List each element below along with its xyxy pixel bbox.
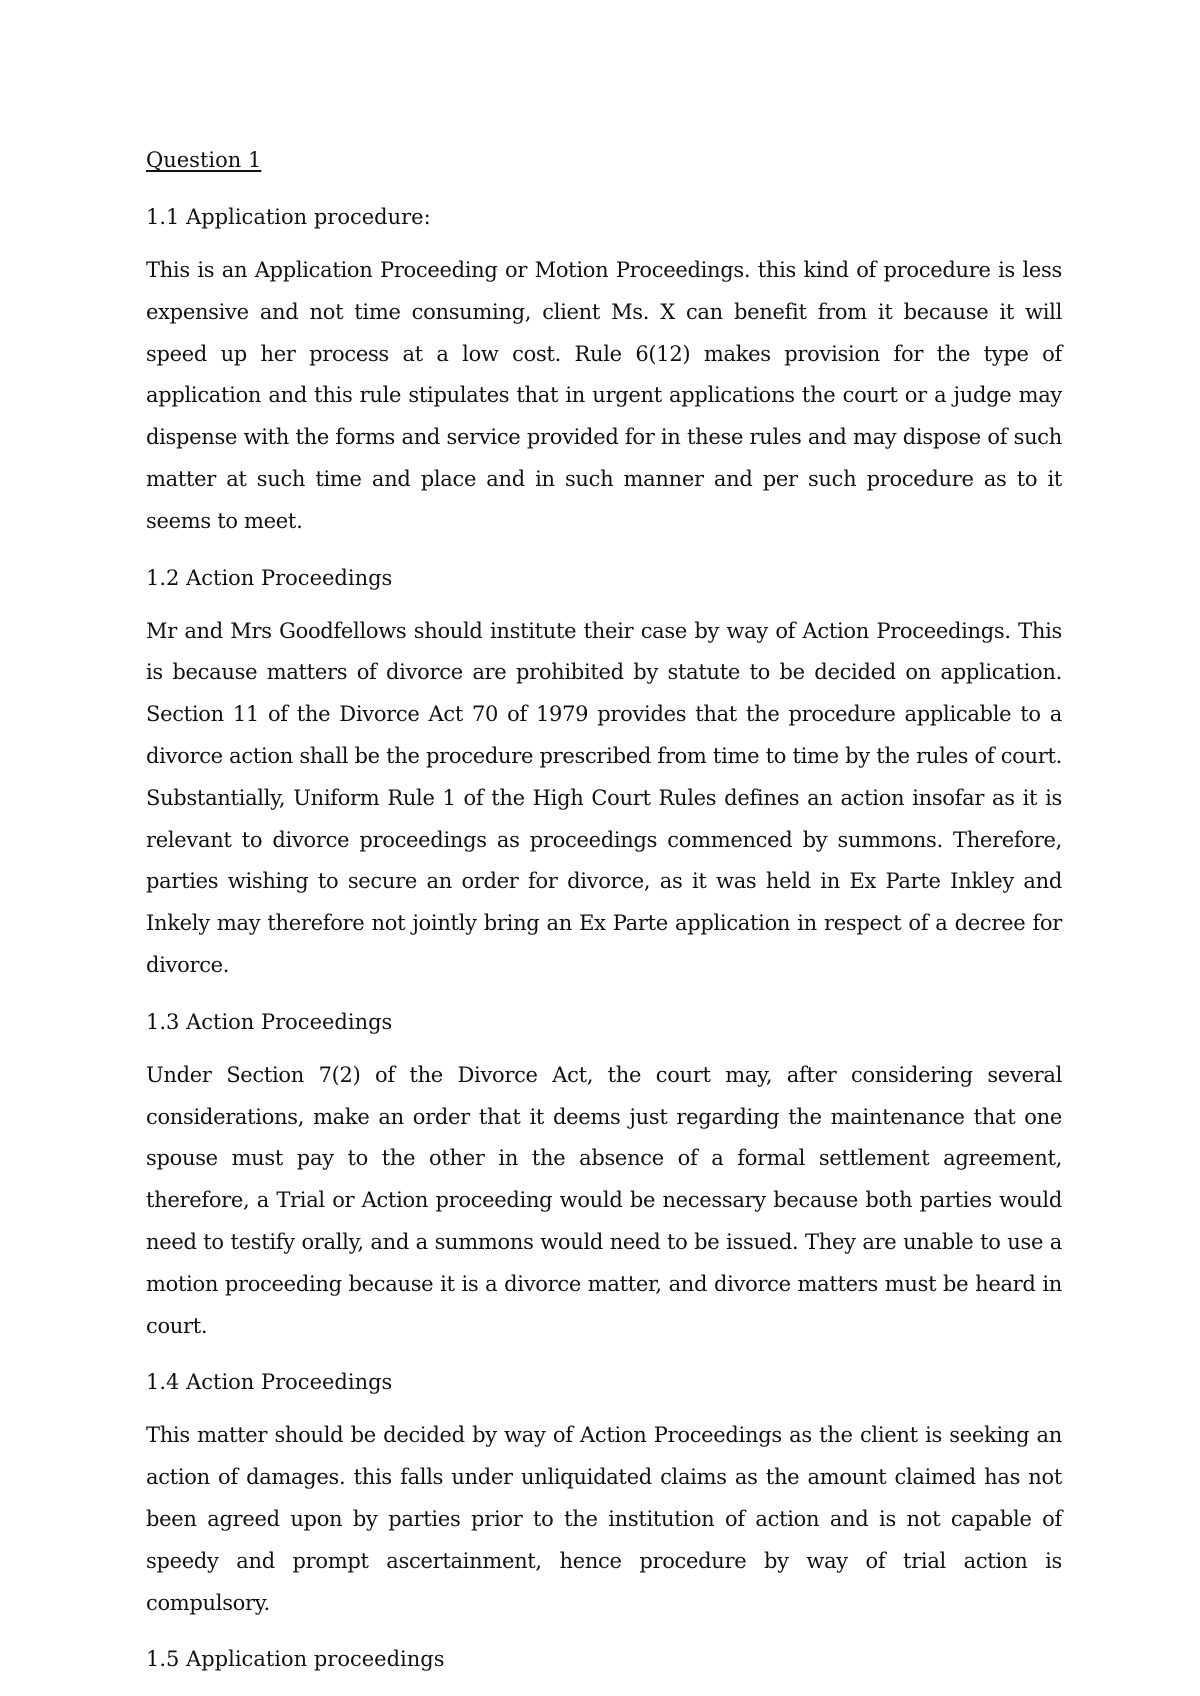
section-paragraph: This matter should be decided by way of Action Proceedings as the client is seeking an action of damages. this falls under unliquidated claims as the amount claimed has not been agreed upon by parties prior to the institution of action and is not capable of speedy and prompt ascertainment, hence procedure by way of trial action is compulsory. bbox=[146, 1423, 1062, 1615]
section-1-2 bbox=[146, 556, 1062, 987]
section-paragraph: This is an Application Proceeding or Motion Proceedings. this kind of procedure is less expensive and not time consuming, client Ms. X can benefit from it because it will speed up her process at a low cost. Rule 6(12) makes provision for the type of application and this rule stipulates that in urgent applications the court or a judge may dispense with the forms and service provided for in these rules and may dispose of such matter at such time and place and in such manner and per such procedure as to it seems to meet. bbox=[146, 258, 1062, 533]
section-1-1 bbox=[146, 195, 1062, 543]
document-page bbox=[146, 138, 1062, 1681]
section-paragraph: Under Section 7(2) of the Divorce Act, the court may, after considering several considerations, make an order that it deems just regarding the maintenance that one spouse must pay to the other in the absence of a formal settlement agreement, therefore, a Trial or Action proceeding would be necessary because both parties would need to testify orally, and a summons would need to be issued. They are unable to use a motion proceeding because it is a divorce matter, and divorce matters must be heard in court. bbox=[146, 1062, 1062, 1338]
section-heading: 1.1 Application procedure: bbox=[146, 205, 431, 229]
section-1-5 bbox=[146, 1637, 1062, 1681]
question-title: Question 1 bbox=[146, 148, 262, 172]
section-heading: 1.4 Action Proceedings bbox=[146, 1370, 393, 1395]
section-heading: 1.3 Action Proceedings bbox=[146, 1009, 393, 1034]
section-heading: 1.2 Action Proceedings bbox=[146, 565, 393, 590]
section-paragraph: Mr and Mrs Goodfellows should institute their case by way of Action Proceedings. This is because matters of divorce are prohibited by statute to be decided on application. Section 11 of the Divorce Act 70 of 1979 provides that the procedure applicable to a divorce action shall be the procedure prescribed from time to time by the rules of court. Substantially, Uniform Rule 1 of the High Court Rules defines an action insofar as it is relevant to divorce proceedings as proceedings commenced by summons. Therefore, parties wishing to secure an order for divorce, as it was held in Ex Parte Inkley and Inkely may therefore not jointly bring an Ex Parte application in respect of a decree for divorce. bbox=[146, 618, 1062, 977]
section-heading: 1.5 Application proceedings bbox=[146, 1647, 445, 1672]
section-1-4 bbox=[146, 1360, 1062, 1624]
section-1-3 bbox=[146, 1000, 1062, 1348]
